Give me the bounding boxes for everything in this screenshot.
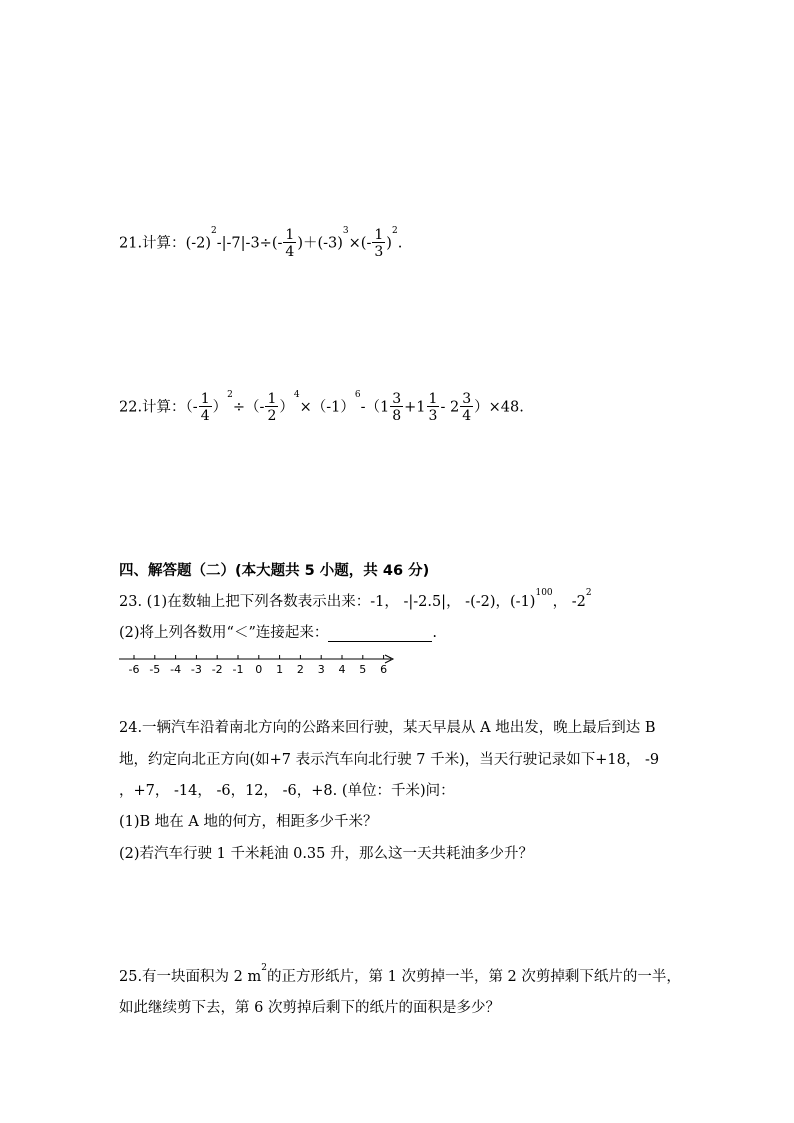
question-25-line2: 如此继续剪下去，第 6 次剪掉后剩下的纸片的面积是多少？ [119,1000,500,1016]
axis-tick-label: 4 [338,663,346,676]
axis-tick-label: 6 [380,663,388,676]
axis-tick-label: -5 [149,663,161,676]
axis-tick-label: -3 [190,663,202,676]
question-24-line5: (2)若汽车行驶 1 千米耗油 0.35 升，那么这一天共耗油多少升？ [119,846,533,862]
question-21: 21.计算：$(-2)^2-|-7|-3\div(-$ $\frac{1}{4}$ )$+(-3)^3\times(-$ $\frac{1}{3}$ )$^2$. [119,226,403,260]
axis-tick-label: 0 [255,663,263,676]
axis-tick-label: -6 [128,663,140,676]
fraction: $\frac{1}{4}$ [285,227,295,260]
axis-tick-label: -2 [211,663,223,676]
fraction: $\frac{1}{4}$ [200,391,210,424]
axis-tick-label: -1 [232,663,244,676]
axis-tick-label: 5 [359,663,367,676]
axis-tick-label: 3 [317,663,325,676]
question-22: 22.计算：（- $\frac{1}{4}$ ）$^2$÷（- $\frac{1}{2}$ ）$^4\times(-1)^6-(1$ $\frac{3}{8}$ +1 $\frac{1}{3}$ - 2 $\frac{3}{4}$ ）×48. [119,390,524,424]
fraction: $\frac{3}{4}$ [462,391,472,424]
fraction: $\frac{1}{3}$ [428,391,438,424]
question-24-line2: 地，约定向北正方向(如+7 表示汽车向北行驶 7 千米)，当天行驶记录如下+18， -9 [119,752,660,768]
answer-blank[interactable] [328,627,432,642]
question-24-line4: (1)B 地在 A 地的何方，相距多少千米？ [119,814,378,830]
question-23-line2: (2)将上列各数用“＜”连接起来： . [119,625,437,641]
section-heading: 四、解答题（二）(本大题共 5 小题，共 46 分) [119,563,430,579]
question-24-line3: ，+7， -14， -6，12， -6，+8. (单位：千米)问： [119,783,455,799]
q21-prefix: 21.计算： [119,235,186,252]
question-25-line1: 25.有一块面积为 2 $m^2$的正方形纸片，第 1 次剪掉一半，第 2 次剪掉剩下纸片的一半， [119,963,681,985]
fraction: $\frac{3}{8}$ [392,391,402,424]
fraction: $\frac{1}{2}$ [267,391,277,424]
q22-prefix: 22.计算：（- [119,399,198,416]
question-23-line1: 23. (1)在数轴上把下列各数表示出来：-1， -|-2.5|， -(-2)，$(-1)^{100}$， $-2^2$ [119,588,592,610]
fraction: $\frac{1}{3}$ [374,227,384,260]
axis-tick-label: -4 [170,663,182,676]
axis-tick-label: 2 [296,663,304,676]
axis-tick-label: 1 [276,663,284,676]
question-24-line1: 24.一辆汽车沿着南北方向的公路来回行驶，某天早晨从 A 地出发，晚上最后到达 B [119,720,656,736]
number-line [119,650,409,678]
